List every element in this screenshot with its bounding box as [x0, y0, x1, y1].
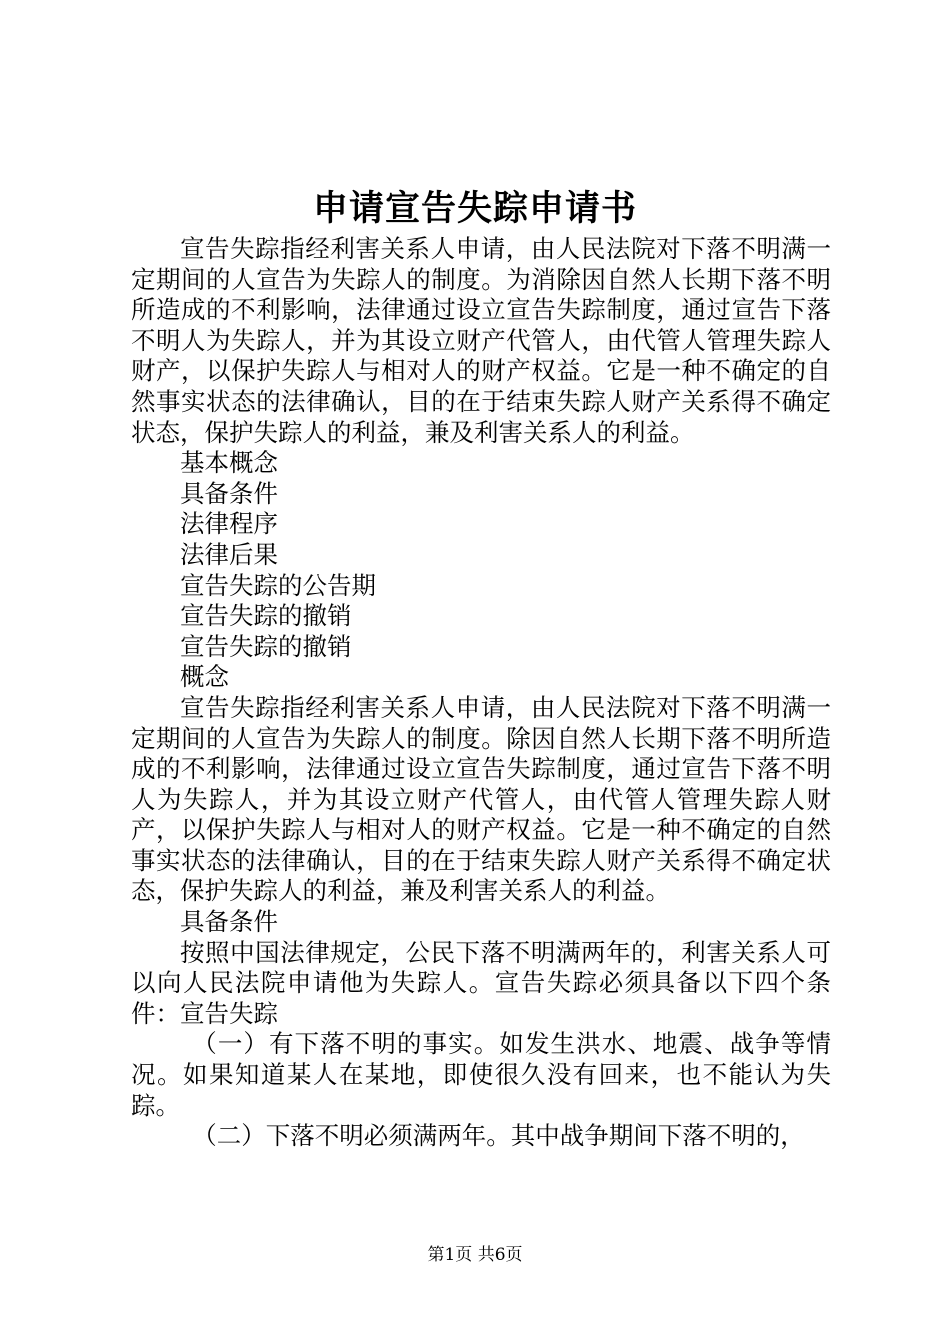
document-body [131, 234, 831, 1152]
toc-item: 宣告失踪的撤销 [180, 601, 352, 631]
section-heading-concept: 概念 [180, 662, 229, 692]
toc-item: 具备条件 [180, 478, 278, 508]
toc-item: 法律后果 [180, 539, 278, 569]
condition-item: （一）有下落不明的事实。如发生洪水、地震、战争等情况。如果知道某人在某地，即使很久没有回来，也不能认为失踪。 [131, 1029, 831, 1120]
section-heading-conditions: 具备条件 [180, 907, 278, 937]
toc-item: 法律程序 [180, 509, 278, 539]
toc-item: 宣告失踪的撤销 [180, 631, 352, 661]
concept-paragraph: 宣告失踪指经利害关系人申请，由人民法院对下落不明满一定期间的人宣告为失踪人的制度。除因自然人长期下落不明所造成的不利影响，法律通过设立宣告失踪制度，通过宣告下落不明人为失踪人，并为其设立财产代管人，由代管人管理失踪人财产，以保护失踪人与相对人的财产权益。它是一种不确定的自然事实状态的法律确认，目的在于结束失踪人财产关系得不确定状态，保护失踪人的利益，兼及利害关系人的利益。 [131, 692, 831, 906]
toc-item: 基本概念 [180, 448, 278, 478]
condition-item: （二）下落不明必须满两年。其中战争期间下落不明的， [192, 1121, 805, 1151]
document-title: 申请宣告失踪申请书 [312, 188, 637, 229]
toc-item: 宣告失踪的公告期 [180, 570, 376, 600]
page-footer: 第1页 共6页 [427, 1245, 523, 1265]
intro-paragraph: 宣告失踪指经利害关系人申请，由人民法院对下落不明满一定期间的人宣告为失踪人的制度。为消除因自然人长期下落不明所造成的不利影响，法律通过设立宣告失踪制度，通过宣告下落不明人为失踪人，并为其设立财产代管人，由代管人管理失踪人财产，以保护失踪人与相对人的财产权益。它是一种不确定的自然事实状态的法律确认，目的在于结束失踪人财产关系得不确定状态，保护失踪人的利益，兼及利害关系人的利益。 [131, 234, 831, 447]
conditions-paragraph: 按照中国法律规定，公民下落不明满两年的，利害关系人可以向人民法院申请他为失踪人。宣告失踪必须具备以下四个条件：宣告失踪 [131, 937, 831, 1028]
